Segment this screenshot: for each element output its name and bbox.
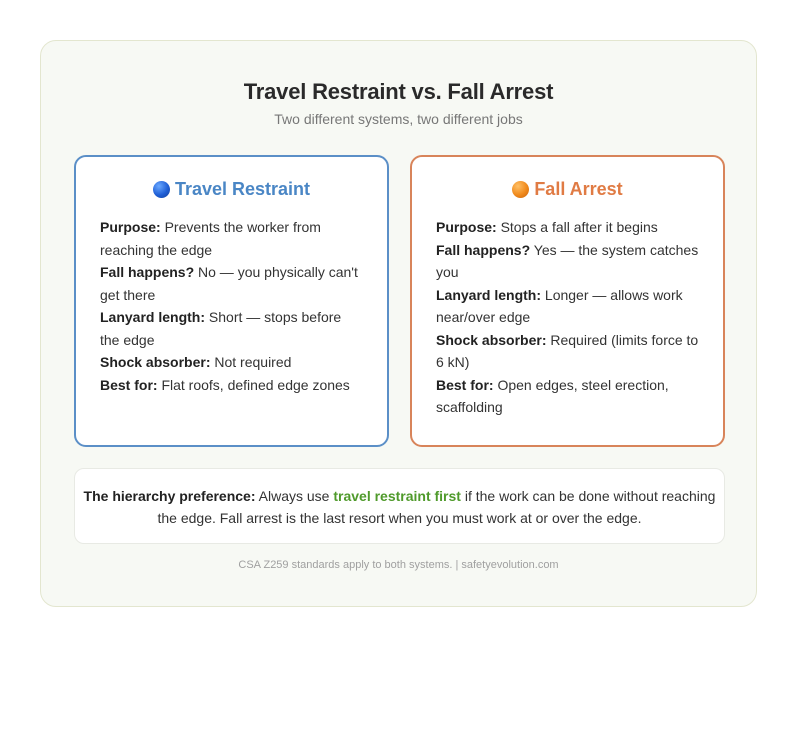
footer-source: CSA Z259 standards apply to both systems. | safetyevolution.com (238, 559, 559, 571)
row-label: Fall happens? (100, 264, 195, 280)
row-value: Longer — allows work near/over edge (436, 286, 683, 325)
card-title-text: Travel Restraint (174, 179, 311, 199)
infographic-panel (40, 40, 757, 607)
row-label: Purpose: (436, 219, 497, 235)
row-shock-absorber (100, 351, 363, 374)
row-best-for (436, 374, 699, 419)
row-value: Not required (210, 354, 292, 370)
note-text-before: Always use (255, 488, 334, 504)
row-value: Prevents the worker from reaching the edge (100, 219, 321, 258)
row-purpose (436, 216, 699, 239)
row-value: Stops a fall after it begins (496, 219, 658, 235)
row-value: No — you physically can't get there (100, 264, 358, 303)
row-value: Flat roofs, defined edge zones (157, 376, 350, 393)
row-value: Yes — the system catches you (436, 241, 699, 280)
blue-circle-icon (153, 181, 170, 198)
row-label: Lanyard length: (100, 309, 206, 325)
row-value: Required (limits force to 6 kN) (436, 331, 699, 370)
card-body (100, 216, 363, 396)
row-label: Shock absorber: (100, 354, 211, 370)
travel-restraint-card (74, 155, 389, 447)
row-shock-absorber (436, 329, 699, 374)
row-value: Open edges, steel erection, scaffolding (436, 376, 669, 415)
note-highlight: travel restraint first (333, 488, 461, 504)
page-title: Travel Restraint vs. Fall Arrest (243, 79, 554, 104)
note-text-after: if the work can be done without reaching the edge. Fall arrest is the last resort when you must work at or over the edge. (157, 488, 716, 526)
row-best-for (100, 374, 363, 397)
row-purpose (100, 216, 363, 261)
row-label: Shock absorber: (436, 331, 547, 348)
card-title (76, 179, 387, 200)
row-value: Short — stops before the edge (100, 309, 342, 348)
hierarchy-note (74, 468, 725, 544)
row-fall-happens (100, 261, 363, 306)
card-title-text: Fall Arrest (534, 179, 623, 199)
row-label: Best for: (100, 376, 158, 393)
orange-circle-icon (512, 181, 529, 198)
page-subtitle: Two different systems, two different jobs (274, 111, 523, 127)
row-lanyard-length (100, 306, 363, 351)
row-label: Fall happens? (436, 241, 531, 258)
row-fall-happens (436, 239, 699, 284)
card-body (436, 216, 699, 419)
row-lanyard-length (436, 284, 699, 329)
fall-arrest-card (410, 155, 725, 447)
note-label: The hierarchy preference: (83, 488, 256, 504)
row-label: Lanyard length: (436, 286, 542, 303)
row-label: Purpose: (100, 219, 161, 235)
row-label: Best for: (436, 376, 494, 393)
card-title (412, 179, 723, 200)
